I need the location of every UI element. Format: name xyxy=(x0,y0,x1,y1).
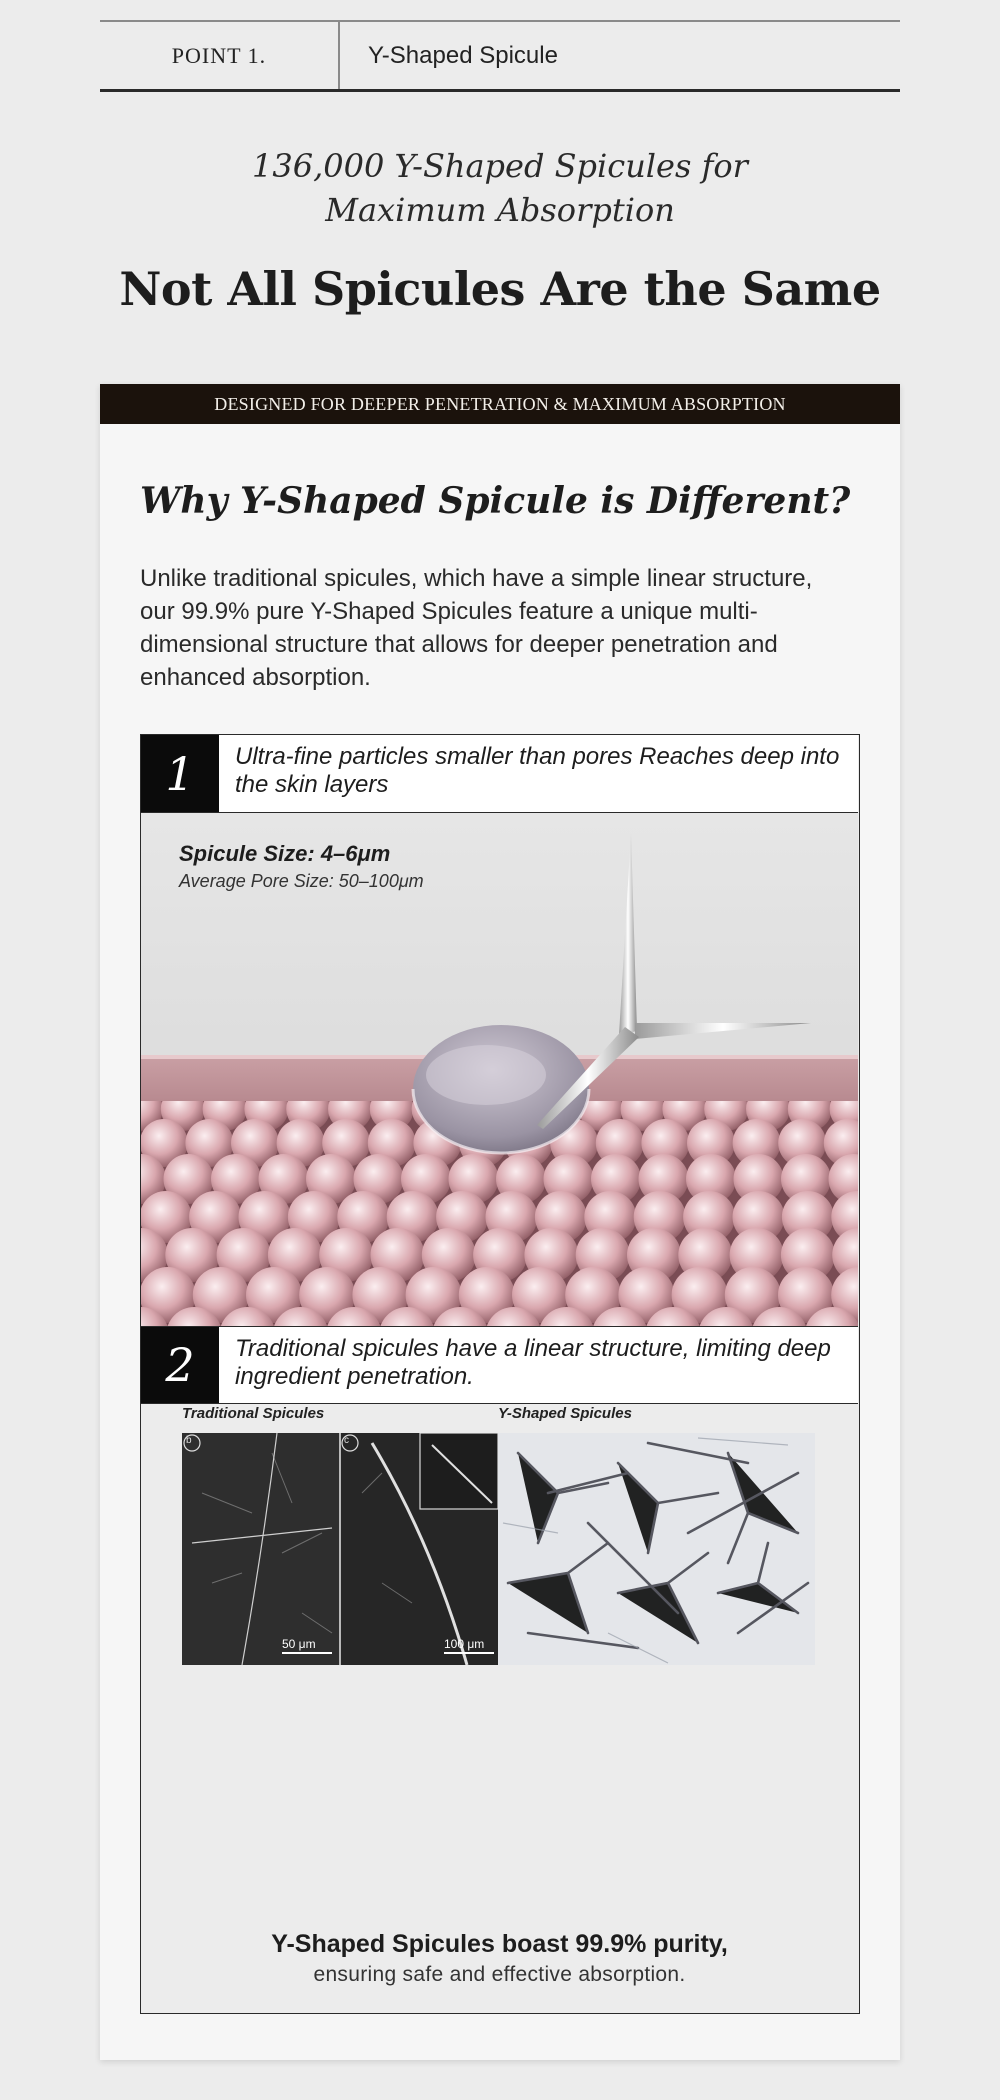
step-2 xyxy=(141,1326,858,1404)
point-header xyxy=(100,20,900,92)
step-2-number: 2 xyxy=(141,1327,219,1403)
hero-subtitle xyxy=(0,144,1000,232)
card-banner: DESIGNED FOR DEEPER PENETRATION & MAXIMUM ABSORPTION xyxy=(100,384,900,424)
purity-statement xyxy=(141,1930,858,1987)
page-title: Not All Spicules Are the Same xyxy=(119,262,881,316)
info-card xyxy=(100,384,900,2060)
card-intro: Unlike traditional spicules, which have a simple linear structure, our 99.9% pure Y-Shaped Spicules feature a unique multi-dimensional structure that allows for deeper penetration and enhanced absorption. xyxy=(140,565,813,691)
panel-c-label: c xyxy=(344,1435,349,1446)
spicule-illustration xyxy=(141,813,858,1326)
pore-size: Average Pore Size: 50–100μm xyxy=(179,871,424,891)
spicule-size: Spicule Size: 4–6μm xyxy=(179,841,391,866)
y-shaped-label: Y-Shaped Spicules xyxy=(498,1405,632,1422)
feature-box xyxy=(140,734,860,2014)
step-1-text: Ultra-fine particles smaller than pores Reaches deep into the skin layers xyxy=(235,743,840,798)
step-1 xyxy=(141,735,858,813)
panel-b-label: b xyxy=(186,1435,192,1446)
point-name: Y-Shaped Spicule xyxy=(368,41,558,69)
purity-claim: Y-Shaped Spicules boast 99.9% purity, xyxy=(271,1930,728,1958)
step-2-text: Traditional spicules have a linear structure, limiting deep ingredient penetration. xyxy=(235,1335,831,1390)
scale-bar-100: 100 μm xyxy=(444,1637,485,1651)
hero-subtitle-line2: Maximum Absorption xyxy=(325,191,675,229)
hero-subtitle-line1: 136,000 Y-Shaped Spicules for xyxy=(252,147,748,185)
purity-subtext: ensuring safe and effective absorption. xyxy=(313,1963,686,1986)
traditional-label: Traditional Spicules xyxy=(182,1405,325,1422)
y-shaped-micrograph xyxy=(498,1433,815,1665)
scale-bar-50: 50 μm xyxy=(282,1637,316,1651)
card-title: Why Y-Shaped Spicule is Different? xyxy=(140,480,851,522)
step-1-number: 1 xyxy=(141,735,219,812)
traditional-micrograph xyxy=(182,1433,498,1665)
point-label: POINT 1. xyxy=(100,22,340,89)
